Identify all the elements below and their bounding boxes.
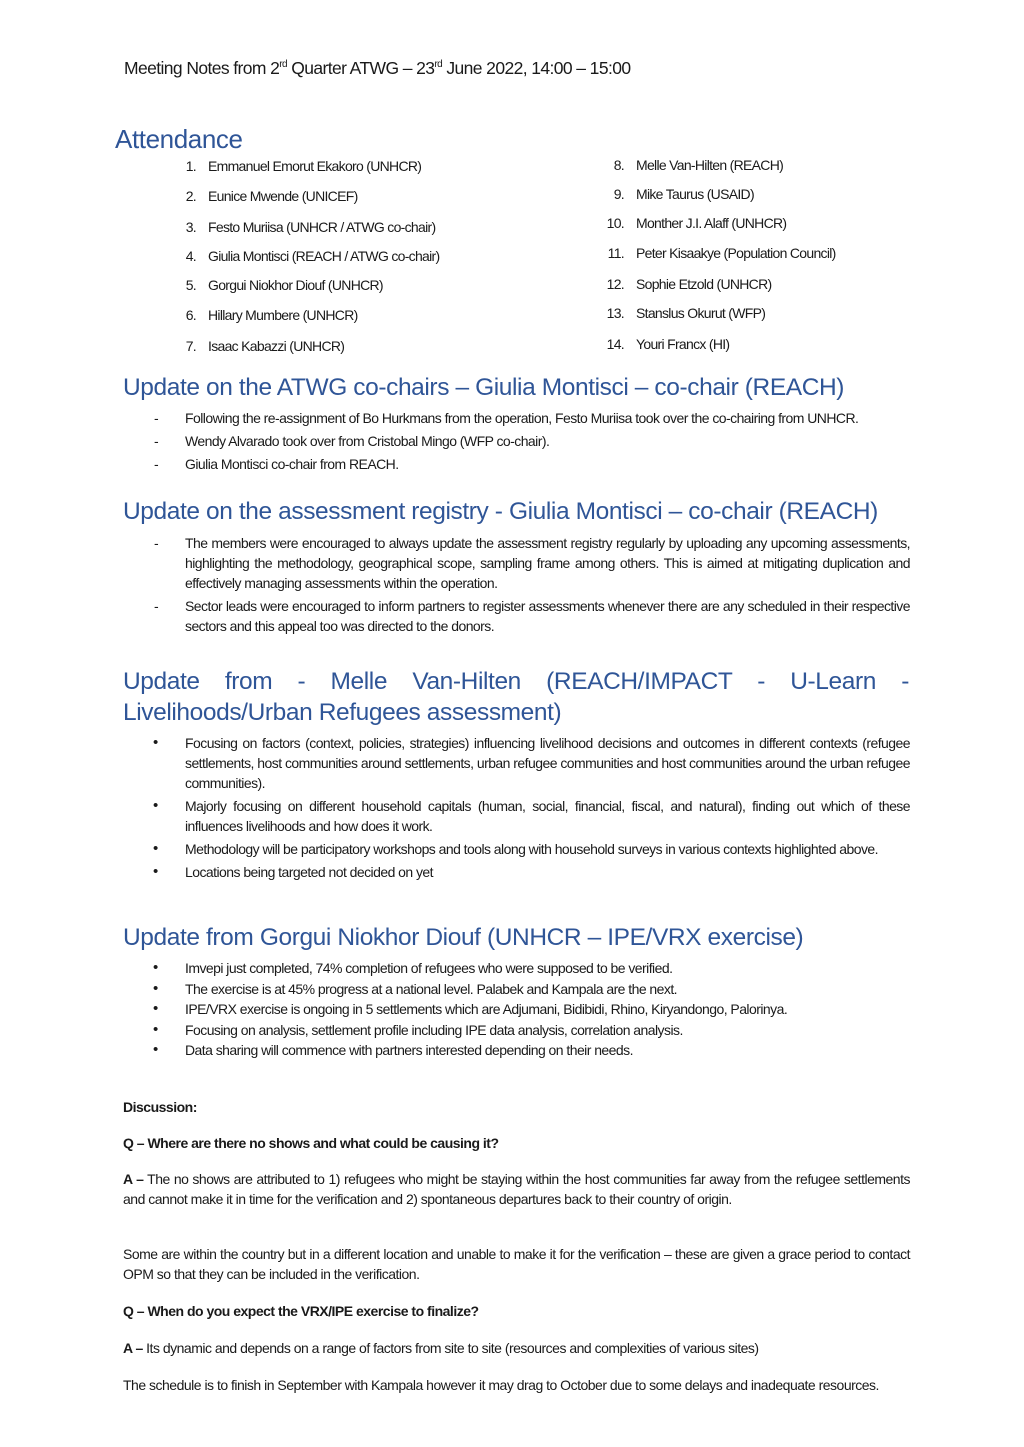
list-item: - The members were encouraged to always update the assessment registry regularly by uploading any upcoming assessments, highlighting the methodology, geographical scope, sampling frame among others. This is aimed at mitigating duplication and effectively managing assessments within the operation. bbox=[150, 533, 910, 593]
attendee-name: Mike Taurus (USAID) bbox=[636, 186, 754, 202]
title-superscript: rd bbox=[279, 59, 287, 70]
attendee-number: 11. bbox=[607, 245, 624, 261]
attendee-number: 4. bbox=[185, 248, 196, 264]
title-text: June 2022, 14:00 – 15:00 bbox=[442, 58, 631, 78]
answer-2 bbox=[123, 1338, 910, 1358]
list-item: • Focusing on factors (context, policies, strategies) influencing livelihood decisions and outcomes in different contexts (refugee settlements, host communities around settlements, urban refugee communities and host communities around the urban refugee communities). bbox=[150, 733, 910, 793]
attendee-number: 8. bbox=[613, 157, 624, 173]
cochairs-heading: Update on the ATWG co-chairs – Giulia Montisci – co-chair (REACH) bbox=[123, 374, 845, 401]
answer-prefix: A – bbox=[123, 1340, 143, 1356]
attendee-name: Sophie Etzold (UNHCR) bbox=[636, 276, 772, 292]
attendee-number: 5. bbox=[185, 277, 196, 293]
attendee-number: 3. bbox=[185, 219, 196, 235]
answer-text: The no shows are attributed to 1) refugees who might be staying within the host communities far away from the refugee settlements and cannot make it in time for the verification and 2) spontaneous departures back to their country of origin. bbox=[123, 1171, 910, 1207]
attendee-number: 13. bbox=[606, 305, 624, 321]
heading-line: Update from - Melle Van-Hilten (REACH/IMPACT - U-Learn - bbox=[123, 668, 909, 695]
list-item: - Sector leads were encouraged to inform partners to register assessments whenever there are any scheduled in their respective sectors and this appeal too was directed to the donors. bbox=[150, 596, 910, 636]
attendee-name: Gorgui Niokhor Diouf (UNHCR) bbox=[208, 277, 383, 293]
attendee-name: Isaac Kabazzi (UNHCR) bbox=[208, 338, 345, 354]
title-superscript: rd bbox=[434, 59, 443, 70]
attendee-number: 14. bbox=[606, 336, 624, 352]
list-item: • Data sharing will commence with partners interested depending on their needs. bbox=[150, 1040, 910, 1061]
attendee-number: 1. bbox=[185, 158, 196, 174]
attendee-name: Melle Van-Hilten (REACH) bbox=[636, 157, 784, 173]
cochairs-list bbox=[150, 408, 910, 477]
attendee-name: Festo Muriisa (UNHCR / ATWG co-chair) bbox=[208, 219, 436, 235]
document-title bbox=[124, 58, 630, 79]
attendee-number: 2. bbox=[185, 188, 196, 204]
list-item: - Giulia Montisci co-chair from REACH. bbox=[150, 454, 910, 474]
discussion-label: Discussion: bbox=[123, 1099, 197, 1115]
heading-line: Livelihoods/Urban Refugees assessment) bbox=[123, 699, 562, 726]
melle-heading bbox=[123, 666, 909, 728]
melle-list bbox=[150, 733, 910, 885]
paragraph-1: Some are within the country but in a different location and unable to make it for the verification – these are given a grace period to contact OPM so that they can be included in the verification. bbox=[123, 1246, 910, 1282]
question-1: Q – Where are there no shows and what could be causing it? bbox=[123, 1135, 499, 1151]
question-2: Q – When do you expect the VRX/IPE exercise to finalize? bbox=[123, 1303, 479, 1319]
attendee-number: 7. bbox=[185, 338, 196, 354]
attendee-number: 6. bbox=[185, 307, 196, 323]
answer-prefix: A – bbox=[123, 1171, 144, 1187]
attendee-name: Youri Francx (HI) bbox=[636, 336, 730, 352]
title-text: Meeting Notes from 2 bbox=[124, 58, 280, 78]
attendee-name: Eunice Mwende (UNICEF) bbox=[208, 188, 358, 204]
attendee-number: 10. bbox=[606, 215, 624, 231]
attendee-name: Monther J.I. Alaff (UNHCR) bbox=[636, 215, 787, 231]
list-item: • Majorly focusing on different household capitals (human, social, financial, fiscal, and natural), finding out which of these influences livelihoods and how does it work. bbox=[150, 796, 910, 836]
paragraph-2: The schedule is to finish in September with Kampala however it may drag to October due to some delays and inadequate resources. bbox=[123, 1377, 879, 1393]
attendee-name: Hillary Mumbere (UNHCR) bbox=[208, 307, 358, 323]
list-item: • The exercise is at 45% progress at a national level. Palabek and Kampala are the next. bbox=[150, 979, 910, 1000]
attendance-heading: Attendance bbox=[115, 124, 243, 154]
list-item: - Wendy Alvarado took over from Cristobal Mingo (WFP co-chair). bbox=[150, 431, 910, 451]
list-item: • Methodology will be participatory workshops and tools along with household surveys in various contexts highlighted above. bbox=[150, 839, 910, 859]
list-item: • Locations being targeted not decided on yet bbox=[150, 862, 910, 882]
attendee-number: 12. bbox=[606, 276, 624, 292]
attendee-name: Stanslus Okurut (WFP) bbox=[636, 305, 766, 321]
attendee-name: Giulia Montisci (REACH / ATWG co-chair) bbox=[208, 248, 440, 264]
answer-text: Its dynamic and depends on a range of factors from site to site (resources and complexities of various sites) bbox=[142, 1340, 759, 1356]
list-item: - Following the re-assignment of Bo Hurkmans from the operation, Festo Muriisa took over the co-chairing from UNHCR. bbox=[150, 408, 910, 428]
title-text: Quarter ATWG – 23 bbox=[287, 58, 435, 78]
gorgui-heading: Update from Gorgui Niokhor Diouf (UNHCR – IPE/VRX exercise) bbox=[123, 924, 804, 951]
attendee-name: Emmanuel Emorut Ekakoro (UNHCR) bbox=[208, 158, 422, 174]
registry-heading: Update on the assessment registry - Giulia Montisci – co-chair (REACH) bbox=[123, 498, 878, 525]
answer-1 bbox=[123, 1169, 910, 1209]
attendee-number: 9. bbox=[613, 186, 624, 202]
list-item: • Imvepi just completed, 74% completion of refugees who were supposed to be verified. bbox=[150, 958, 910, 979]
registry-list bbox=[150, 533, 910, 639]
list-item: • IPE/VRX exercise is ongoing in 5 settlements which are Adjumani, Bidibidi, Rhino, Kiryandongo, Palorinya. bbox=[150, 999, 910, 1020]
gorgui-list bbox=[150, 958, 910, 1061]
list-item: • Focusing on analysis, settlement profile including IPE data analysis, correlation analysis. bbox=[150, 1020, 910, 1041]
attendee-name: Peter Kisaakye (Population Council) bbox=[636, 245, 836, 261]
